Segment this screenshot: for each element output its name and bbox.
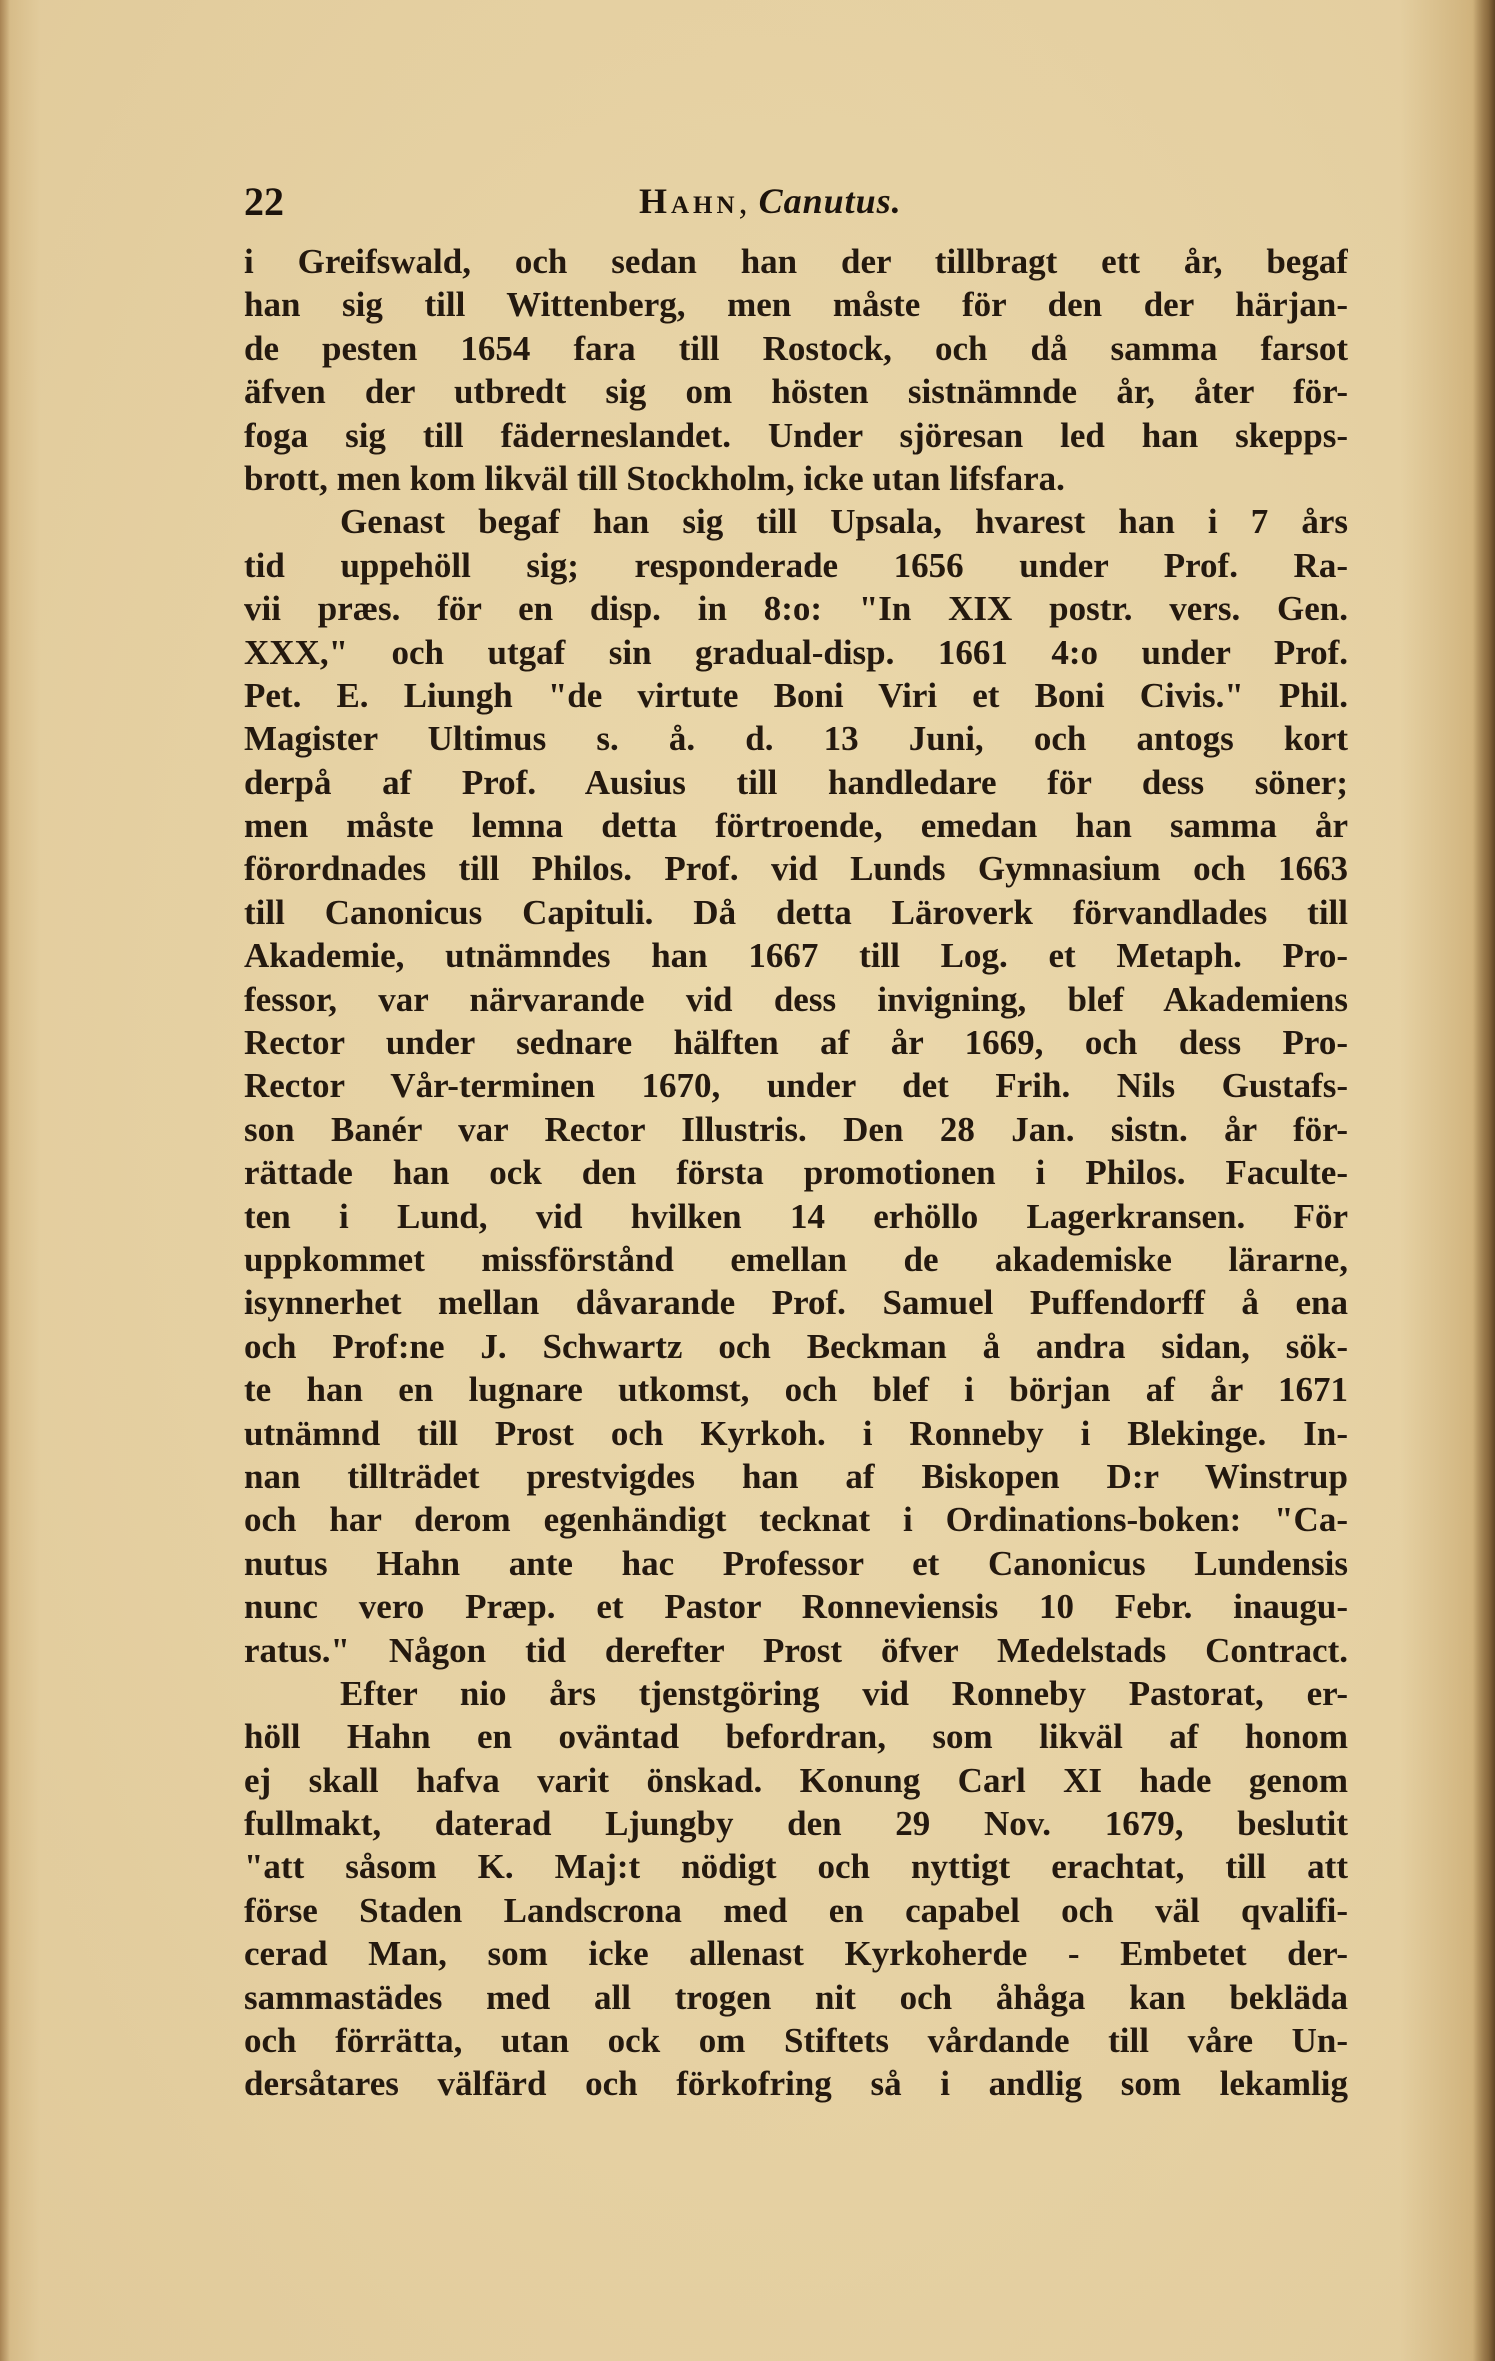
page-number: 22 xyxy=(244,179,284,224)
text-line: Magister Ultimus s. å. d. 13 Juni, och antogs kort xyxy=(244,719,1348,759)
text-line: ratus." Någon tid derefter Prost öfver Medelstads Contract. xyxy=(244,1630,1348,1670)
running-title-separator: , xyxy=(738,181,759,221)
text-line: han sig till Wittenberg, men måste för den der härjan- xyxy=(244,285,1348,325)
text-line: vii præs. för en disp. in 8:o: "In XIX postr. vers. Gen. xyxy=(244,589,1348,629)
text-line: höll Hahn en oväntad befordran, som likväl af honom xyxy=(244,1717,1348,1757)
text-line: son Banér var Rector Illustris. Den 28 Jan. sistn. år för- xyxy=(244,1109,1348,1149)
text-line: dersåtares välfärd och förkofring så i andlig som lekamlig xyxy=(244,2064,1348,2104)
text-line: Rector Vår-terminen 1670, under det Frih. Nils Gustafs- xyxy=(244,1066,1348,1106)
text-line: utnämnd till Prost och Kyrkoh. i Ronneby i Blekinge. In- xyxy=(244,1413,1348,1453)
text-line: "att såsom K. Maj:t nödigt och nyttigt erachtat, till att xyxy=(244,1847,1348,1887)
text-line: foga sig till fäderneslandet. Under sjöresan led han skepps- xyxy=(244,415,1348,455)
running-title-given-name: Canutus. xyxy=(758,181,902,221)
text-line: nan tillträdet prestvigdes han af Biskopen D:r Winstrup xyxy=(244,1456,1348,1496)
page-binding-edge xyxy=(1473,0,1495,2361)
text-line: sammastädes med all trogen nit och åhåga kan bekläda xyxy=(244,1977,1348,2017)
text-line: Efter nio års tjenstgöring vid Ronneby Pastorat, er- xyxy=(340,1673,1348,1713)
text-line: och har derom egenhändigt tecknat i Ordinations-boken: "Ca- xyxy=(244,1500,1348,1540)
text-line: ten i Lund, vid hvilken 14 erhöllo Lagerkransen. För xyxy=(244,1196,1348,1236)
text-line: isynnerhet mellan dåvarande Prof. Samuel Puffendorff å ena xyxy=(244,1283,1348,1323)
body-text xyxy=(244,240,1348,2106)
text-line: tid uppehöll sig; responderade 1656 under Prof. Ra- xyxy=(244,545,1348,585)
text-line: förse Staden Landscrona med en capabel och väl qvalifi- xyxy=(244,1890,1348,1930)
text-line: rättade han ock den första promotionen i Philos. Faculte- xyxy=(244,1153,1348,1193)
running-title-surname: Hahn xyxy=(639,181,739,221)
page-header xyxy=(244,178,1334,228)
text-line: Akademie, utnämndes han 1667 till Log. et Metaph. Pro- xyxy=(244,936,1348,976)
text-line: Pet. E. Liungh "de virtute Boni Viri et Boni Civis." Phil. xyxy=(244,675,1348,715)
text-line: äfven der utbredt sig om hösten sistnämnde år, åter för- xyxy=(244,372,1348,412)
text-line: till Canonicus Capituli. Då detta Läroverk förvandlades till xyxy=(244,892,1348,932)
text-line: uppkommet missförstånd emellan de akademiske lärarne, xyxy=(244,1239,1348,1279)
text-line: de pesten 1654 fara till Rostock, och då samma farsot xyxy=(244,328,1348,368)
text-line: nutus Hahn ante hac Professor et Canonicus Lundensis xyxy=(244,1543,1348,1583)
text-line: Rector under sednare hälften af år 1669, och dess Pro- xyxy=(244,1023,1348,1063)
text-line: Genast begaf han sig till Upsala, hvarest han i 7 års xyxy=(340,502,1348,542)
text-line: brott, men kom likväl till Stockholm, icke utan lifsfara. xyxy=(244,458,1065,498)
text-line: ej skall hafva varit önskad. Konung Carl XI hade genom xyxy=(244,1760,1348,1800)
page-left-edge-shadow xyxy=(0,0,10,2361)
running-title xyxy=(639,180,902,222)
text-line: fessor, var närvarande vid dess invigning, blef Akademiens xyxy=(244,979,1348,1019)
text-line: fullmakt, daterad Ljungby den 29 Nov. 1679, beslutit xyxy=(244,1804,1348,1844)
text-line: och Prof:ne J. Schwartz och Beckman å andra sidan, sök- xyxy=(244,1326,1348,1366)
text-line: och förrätta, utan ock om Stiftets vårdande till våre Un- xyxy=(244,2021,1348,2061)
text-line: te han en lugnare utkomst, och blef i början af år 1671 xyxy=(244,1370,1348,1410)
text-line: cerad Man, som icke allenast Kyrkoherde - Embetet der- xyxy=(244,1934,1348,1974)
text-line: förordnades till Philos. Prof. vid Lunds Gymnasium och 1663 xyxy=(244,849,1348,889)
text-line: men måste lemna detta förtroende, emedan han samma år xyxy=(244,806,1348,846)
text-line: nunc vero Præp. et Pastor Ronneviensis 10 Febr. inaugu- xyxy=(244,1587,1348,1627)
text-line: derpå af Prof. Ausius till handledare för dess söner; xyxy=(244,762,1348,802)
text-line: i Greifswald, och sedan han der tillbragt ett år, begaf xyxy=(244,242,1348,281)
text-line: XXX," och utgaf sin gradual-disp. 1661 4:o under Prof. xyxy=(244,632,1348,672)
